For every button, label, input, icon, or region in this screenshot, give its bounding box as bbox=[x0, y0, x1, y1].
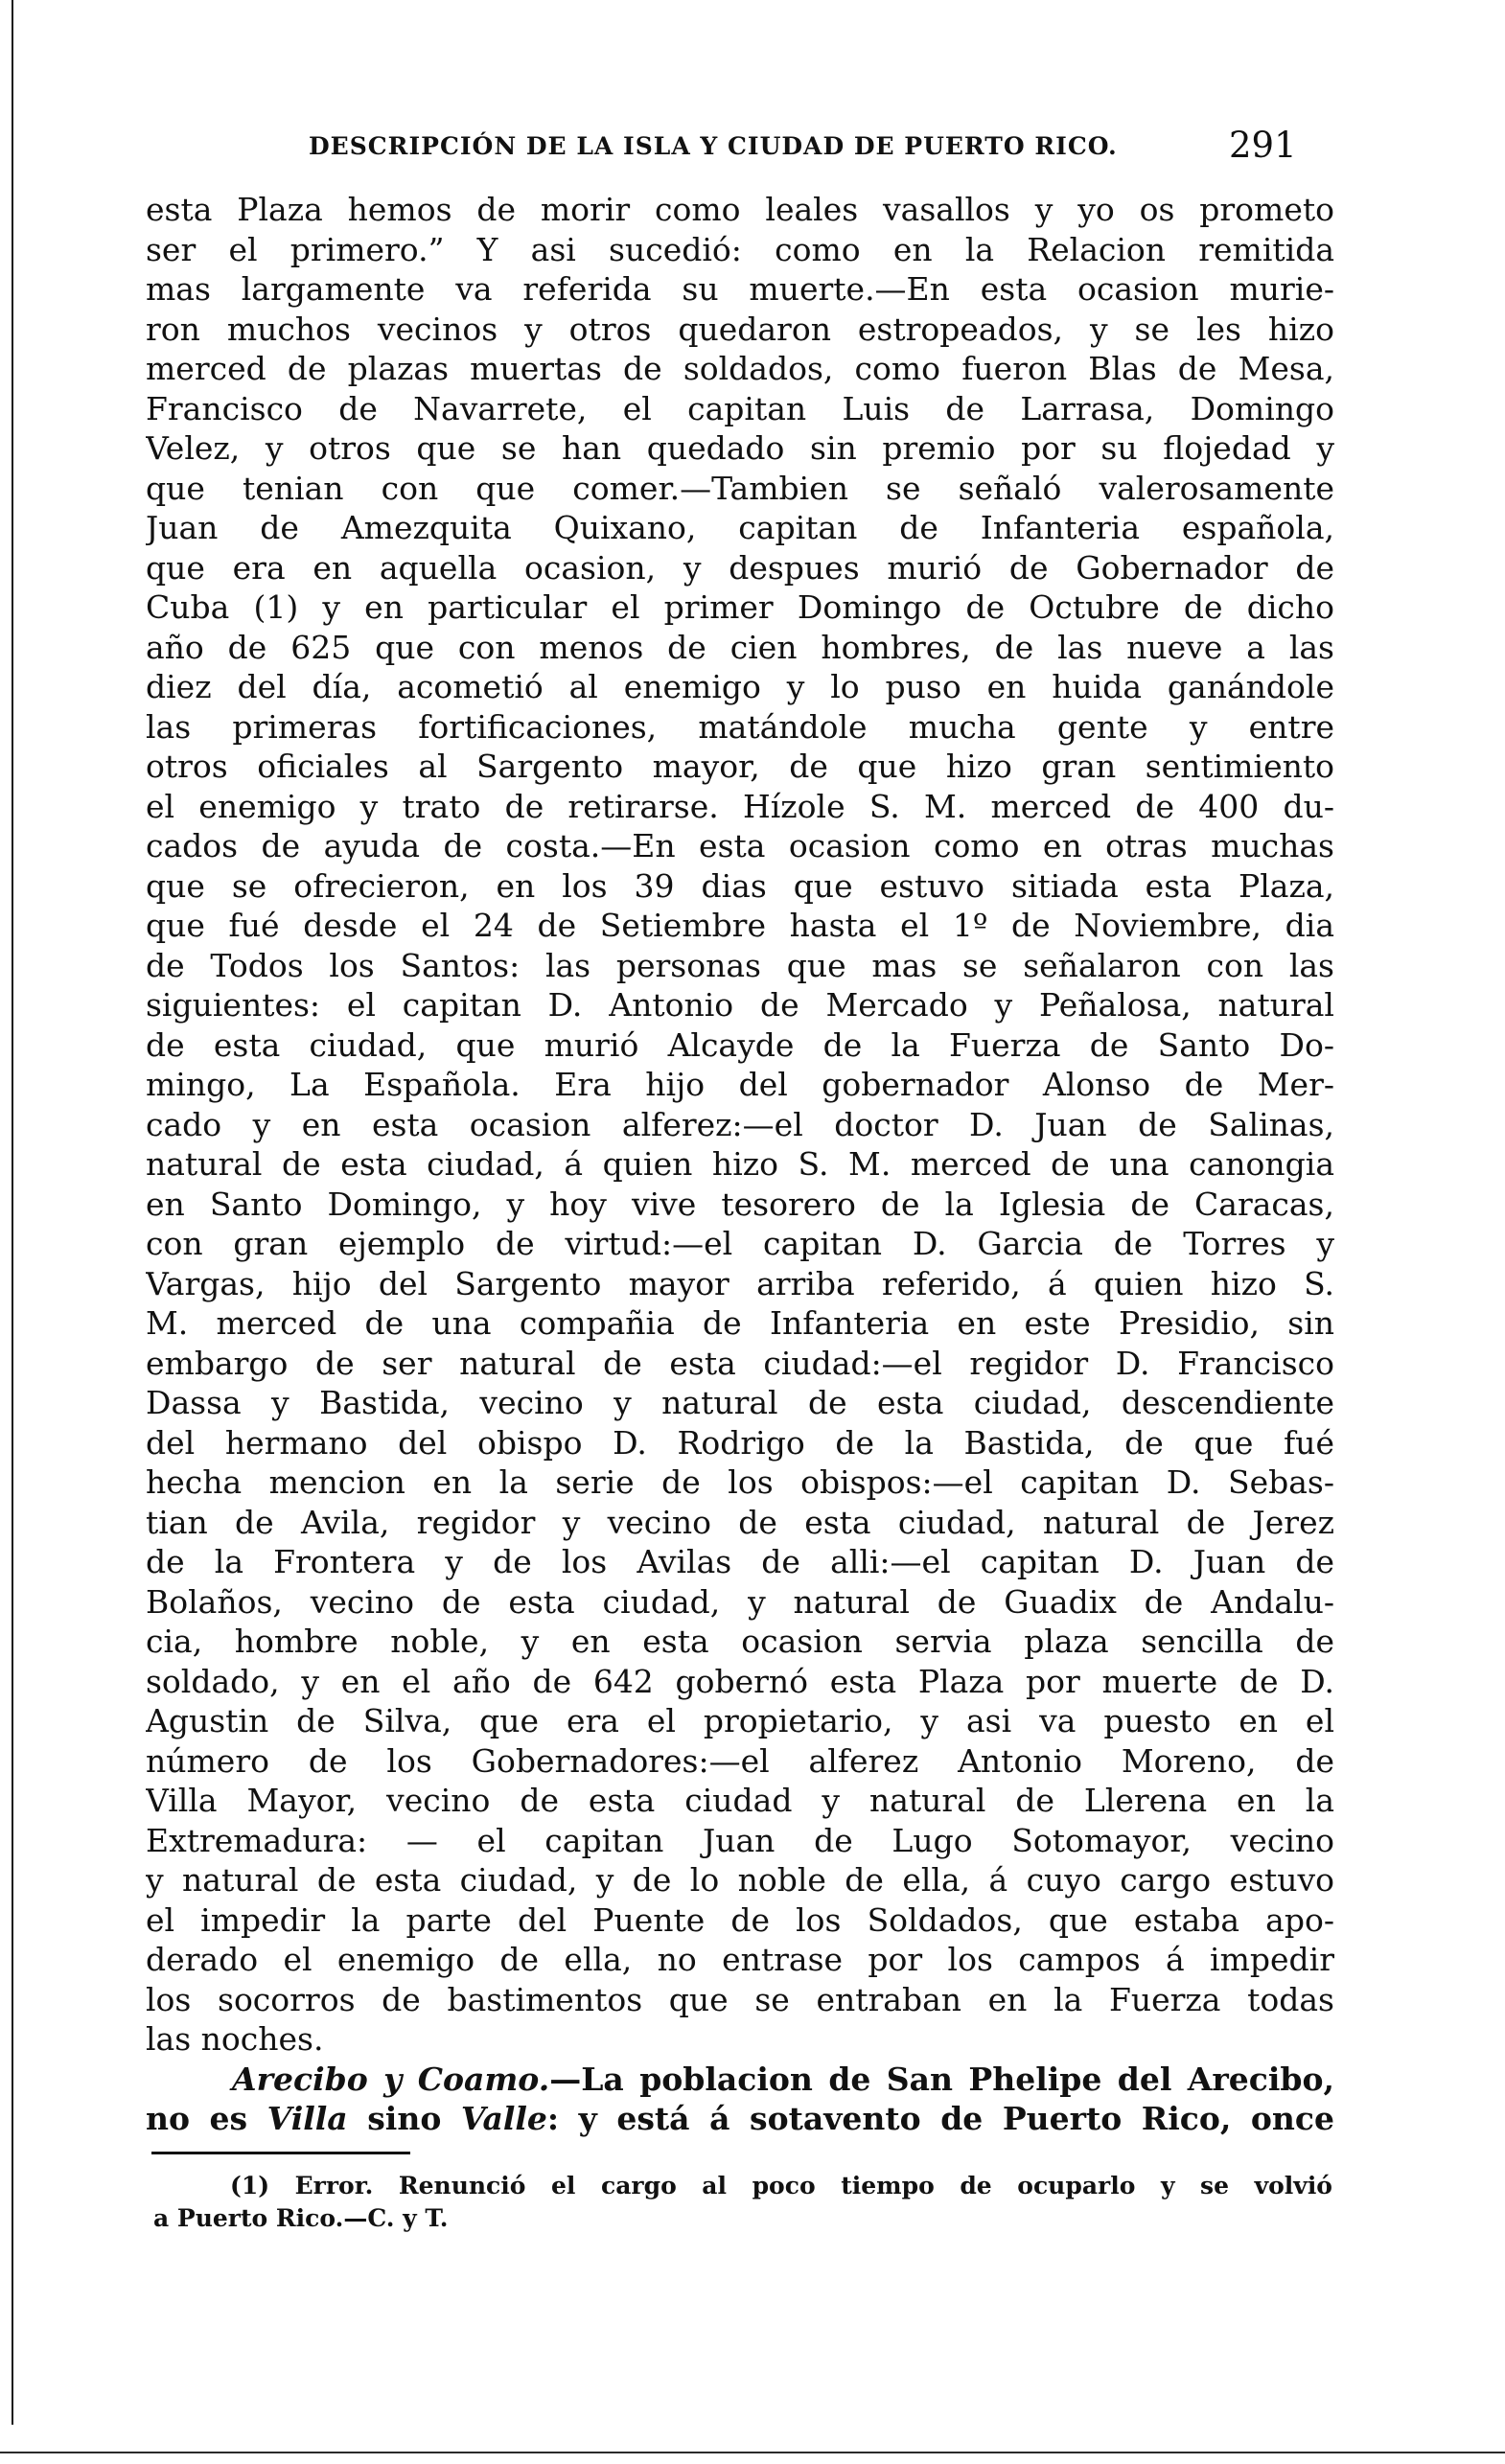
text-line: Vargas, hijo del Sargento mayor arriba referido, á quien hizo S. bbox=[146, 1264, 1334, 1302]
footnote bbox=[153, 2170, 1332, 2235]
section-arecibo-line-1 bbox=[146, 2060, 1334, 2100]
text-line: de esta ciudad, que murió Alcayde de la Fuerza de Santo Do- bbox=[146, 1025, 1334, 1064]
page-left-edge-rule bbox=[12, 0, 13, 2425]
text-line: año de 625 que con menos de cien hombres, de las nueve a las bbox=[146, 628, 1334, 666]
text-line: en Santo Domingo, y hoy vive tesorero de la Iglesia de Caracas, bbox=[146, 1185, 1334, 1223]
emphasis-villa: Villa bbox=[266, 2100, 348, 2137]
text-line: número de los Gobernadores:—el alferez Antonio Moreno, de bbox=[146, 1741, 1334, 1780]
page-number: 291 bbox=[1229, 125, 1297, 166]
text-line: mingo, La Española. Era hijo del gobernador Alonso de Mer- bbox=[146, 1066, 1334, 1103]
text-line: Agustin de Silva, que era el propietario, y asi va puesto en el bbox=[146, 1702, 1334, 1739]
section-text: —La poblacion de San Phelipe del Arecibo, bbox=[549, 2060, 1334, 2098]
text-line: tian de Avila, regidor y vecino de esta ciudad, natural de Jerez bbox=[146, 1503, 1334, 1541]
running-head: DESCRIPCIÓN DE LA ISLA Y CIUDAD DE PUERTO RICO. bbox=[309, 132, 1118, 160]
text-line: ser el primero.” Y asi sucedió: como en la Relacion remitida bbox=[146, 230, 1334, 268]
text-line: las primeras fortificaciones, matándole mucha gente y entre bbox=[146, 707, 1334, 746]
text-line: natural de esta ciudad, á quien hizo S. M. merced de una canongia bbox=[146, 1145, 1334, 1183]
paragraph-end-line: las noches. bbox=[146, 2020, 324, 2058]
text-line: M. merced de una compañia de Infanteria en este Presidio, sin bbox=[146, 1304, 1334, 1342]
text-line: cado y en esta ocasion alferez:—el doctor D. Juan de Salinas, bbox=[146, 1105, 1334, 1143]
text-line: cados de ayuda de costa.—En esta ocasion como en otras muchas bbox=[146, 827, 1334, 864]
section-text: : y está á sotavento de Puerto Rico, once bbox=[546, 2100, 1334, 2137]
footnote-separator bbox=[151, 2152, 410, 2154]
text-line: Bolaños, vecino de esta ciudad, y natural de Guadix de Andalu- bbox=[146, 1582, 1334, 1621]
text-line: Villa Mayor, vecino de esta ciudad y natural de Llerena en la bbox=[146, 1782, 1334, 1819]
section-heading-arecibo-coamo: Arecibo y Coamo. bbox=[232, 2060, 550, 2098]
text-line: otros oficiales al Sargento mayor, de que hizo gran sentimiento bbox=[146, 748, 1334, 785]
emphasis-valle: Valle bbox=[460, 2100, 547, 2137]
text-line: que tenian con que comer.—Tambien se señaló valerosamente bbox=[146, 469, 1334, 507]
text-line: Juan de Amezquita Quixano, capitan de Infanteria española, bbox=[146, 509, 1334, 546]
text-line: embargo de ser natural de esta ciudad:—el regidor D. Francisco bbox=[146, 1344, 1334, 1382]
text-line: que se ofrecieron, en los 39 dias que estuvo sitiada esta Plaza, bbox=[146, 866, 1334, 905]
text-line: de la Frontera y de los Avilas de alli:—el capitan D. Juan de bbox=[146, 1543, 1334, 1580]
text-line: Cuba (1) y en particular el primer Domingo de Octubre de dicho bbox=[146, 588, 1334, 626]
text-line: el impedir la parte del Puente de los Soldados, que estaba apo- bbox=[146, 1900, 1334, 1939]
text-line: Francisco de Navarrete, el capitan Luis de Larrasa, Domingo bbox=[146, 389, 1334, 427]
text-line: Extremadura: — el capitan Juan de Lugo Sotomayor, vecino bbox=[146, 1821, 1334, 1859]
text-line: mas largamente va referida su muerte.—En esta ocasion murie- bbox=[146, 270, 1334, 308]
text-line: que fué desde el 24 de Setiembre hasta el 1º de Noviembre, dia bbox=[146, 907, 1334, 944]
section-arecibo-line-2 bbox=[146, 2099, 1334, 2139]
text-line: siguientes: el capitan D. Antonio de Mercado y Peñalosa, natural bbox=[146, 986, 1334, 1024]
text-line: los socorros de bastimentos que se entraban en la Fuerza todas bbox=[146, 1980, 1334, 2018]
text-line: con gran ejemplo de virtud:—el capitan D. Garcia de Torres y bbox=[146, 1225, 1334, 1262]
text-line: ron muchos vecinos y otros quedaron estropeados, y se les hizo bbox=[146, 310, 1334, 348]
text-line: esta Plaza hemos de morir como leales vasallos y yo os prometo bbox=[146, 191, 1334, 228]
text-line: del hermano del obispo D. Rodrigo de la Bastida, de que fué bbox=[146, 1423, 1334, 1462]
text-line: Velez, y otros que se han quedado sin premio por su flojedad y bbox=[146, 429, 1334, 467]
body-text bbox=[146, 190, 1334, 2139]
footnote-line: a Puerto Rico.—C. y T. bbox=[153, 2204, 449, 2232]
text-line: derado el enemigo de ella, no entrase por los campos á impedir bbox=[146, 1941, 1334, 1978]
text-line: cia, hombre noble, y en esta ocasion servia plaza sencilla de bbox=[146, 1623, 1334, 1660]
section-text: no es bbox=[146, 2100, 267, 2137]
text-line: diez del día, acometió al enemigo y lo puso en huida ganándole bbox=[146, 668, 1334, 705]
footnote-line: (1) Error. Renunció el cargo al poco tiempo de ocuparlo y se volvió bbox=[230, 2172, 1332, 2199]
text-line: merced de plazas muertas de soldados, como fueron Blas de Mesa, bbox=[146, 350, 1334, 387]
text-line: soldado, y en el año de 642 gobernó esta Plaza por muerte de D. bbox=[146, 1662, 1334, 1700]
text-line: y natural de esta ciudad, y de lo noble de ella, á cuyo cargo estuvo bbox=[146, 1861, 1334, 1899]
section-text: sino bbox=[347, 2100, 461, 2137]
page-bottom-edge-rule bbox=[0, 2452, 1505, 2453]
text-line: de Todos los Santos: las personas que mas se señalaron con las bbox=[146, 946, 1334, 984]
text-line: el enemigo y trato de retirarse. Hízole S. M. merced de 400 du- bbox=[146, 787, 1334, 825]
text-line: hecha mencion en la serie de los obispos:—el capitan D. Sebas- bbox=[146, 1463, 1334, 1501]
text-line: Dassa y Bastida, vecino y natural de esta ciudad, descendiente bbox=[146, 1384, 1334, 1421]
text-line: que era en aquella ocasion, y despues murió de Gobernador de bbox=[146, 548, 1334, 587]
